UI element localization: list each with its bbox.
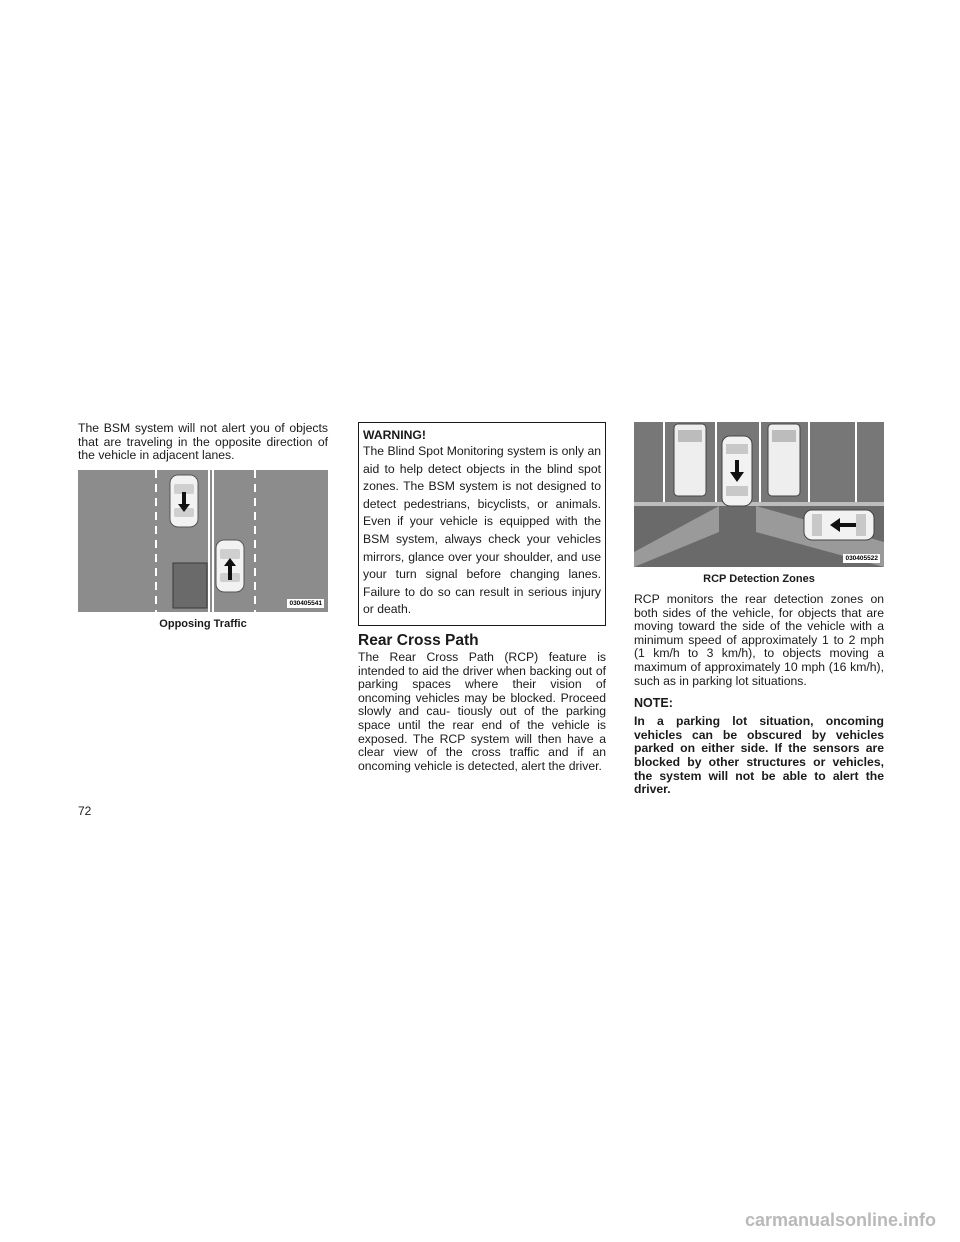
- warning-title: WARNING!: [363, 428, 426, 442]
- opposing-traffic-illustration: [78, 470, 328, 612]
- left-column: [78, 422, 328, 630]
- figure-code: 030405541: [289, 599, 322, 607]
- opposing-car: [170, 475, 198, 527]
- note-title: NOTE:: [634, 696, 673, 711]
- figure-code: 030405522: [845, 555, 878, 562]
- watermark: carmanualsonline.info: [744, 1210, 936, 1230]
- right-column: [634, 422, 884, 797]
- section-heading: Rear Cross Path: [358, 631, 479, 649]
- warning-text: The Blind Spot Monitoring system is only an aid to help detect objects in the blind spot zones. The BSM system is not designed to detect pedestrians, bicyclists, or animals. Even if your vehicle is equipped with the BSM system, always check your vehicles mirrors, glance over your shoulder, and use your turn signal before changing lanes. Failure to do so can result in serious injury or death.: [363, 444, 601, 617]
- own-car: [216, 540, 244, 592]
- note-text: In a parking lot situation, oncoming vehicles can be obscured by vehicles parked on either side. If the sensors are blocked by other structures or vehicles, the system will not be able to alert the driver.: [634, 714, 884, 797]
- figure-caption: RCP Detection Zones: [703, 573, 815, 585]
- rear-cross-path-paragraph: The Rear Cross Path (RCP) feature is intended to aid the driver when backing out of parking spaces where their vision of oncoming vehicles may be blocked. Proceed slowly and cau- tiously out of the parking space until the rear end of the vehicle is exposed. The RCP system will then have a clear view of the cross traffic and if an oncoming vehicle is detected, alert the driver.: [358, 649, 606, 773]
- opposing-traffic-figure: [78, 470, 328, 612]
- middle-column: [358, 422, 606, 773]
- intro-paragraph: The BSM system will not alert you of objects that are traveling in the opposite direction of the vehicle in adjacent lanes.: [78, 421, 328, 463]
- rcp-monitors-paragraph: RCP monitors the rear detection zones on both sides of the vehicle, for objects that are moving toward the side of the vehicle with a minimum speed of approximately 1 to 2 mph (1 km/h to 3 km/h), to objects moving a maximum of approximately 10 mph (16 km/h), such as in parking lot situations.: [634, 592, 884, 688]
- figure-caption: Opposing Traffic: [159, 617, 247, 630]
- warning-box: [358, 422, 606, 626]
- page-number: 72: [78, 804, 92, 818]
- rcp-detection-zones-figure: [634, 422, 884, 567]
- rcp-detection-illustration: [634, 422, 884, 567]
